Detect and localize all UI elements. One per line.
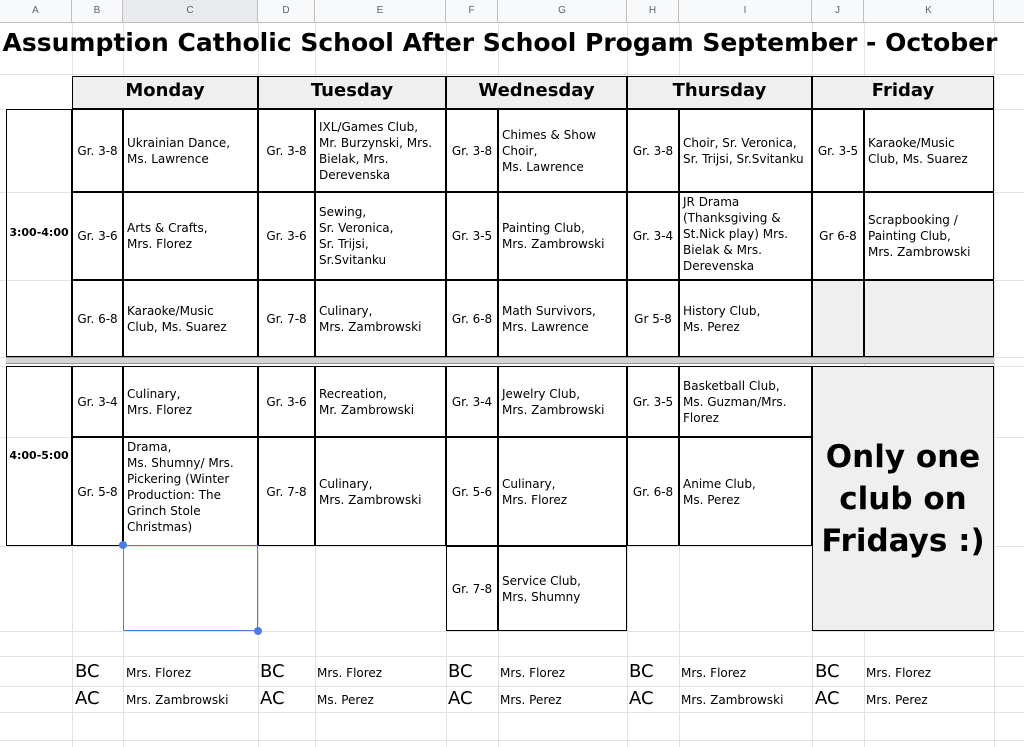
grade-cell[interactable]: Gr. 6-8 — [446, 280, 498, 357]
column-header-G[interactable]: G — [498, 0, 627, 22]
selection-handle[interactable] — [119, 541, 127, 549]
grade-cell[interactable] — [627, 546, 679, 631]
grade-cell[interactable]: Gr. 3-8 — [627, 109, 679, 192]
grade-cell[interactable]: Gr. 7-8 — [446, 546, 498, 631]
column-header-B[interactable]: B — [72, 0, 123, 22]
club-cell[interactable]: Culinary, Mrs. Zambrowski — [315, 437, 446, 546]
page-title: Assumption Catholic School After School Progam September - October — [2, 28, 998, 57]
duty-code: BC — [260, 661, 285, 682]
grade-cell[interactable]: Gr. 3-8 — [258, 109, 315, 192]
club-cell[interactable]: Jewelry Club, Mrs. Zambrowski — [498, 366, 627, 437]
session-separator — [6, 357, 994, 364]
grade-cell[interactable]: Gr. 3-4 — [627, 192, 679, 280]
grade-cell[interactable]: Gr. 7-8 — [258, 280, 315, 357]
grade-cell[interactable] — [812, 280, 864, 357]
gridline — [0, 74, 1024, 75]
duty-code: BC — [75, 661, 100, 682]
club-cell[interactable]: Karaoke/Music Club, Ms. Suarez — [123, 280, 258, 357]
gridline — [0, 631, 1024, 632]
grade-cell[interactable]: Gr. 3-4 — [72, 366, 123, 437]
grade-cell[interactable]: Gr. 6-8 — [72, 280, 123, 357]
grade-cell[interactable]: Gr. 3-5 — [812, 109, 864, 192]
time-slot-cell: 4:00-5:00 — [6, 366, 72, 546]
duty-name: Mrs. Florez — [681, 666, 747, 680]
day-header-wednesday: Wednesday — [446, 76, 627, 109]
club-cell[interactable] — [315, 546, 446, 631]
grade-cell[interactable]: Gr. 7-8 — [258, 437, 315, 546]
duty-name: Mrs. Florez — [317, 666, 383, 680]
grade-cell[interactable]: Gr. 3-6 — [258, 192, 315, 280]
club-cell[interactable]: Choir, Sr. Veronica, Sr. Trijsi, Sr.Svitanku — [679, 109, 812, 192]
day-header-thursday: Thursday — [627, 76, 812, 109]
duty-name: Mrs. Zambrowski — [126, 693, 229, 707]
club-cell[interactable] — [679, 546, 812, 631]
club-cell[interactable]: Culinary, Mrs. Florez — [123, 366, 258, 437]
time-slot-cell: 3:00-4:00 — [6, 109, 72, 357]
duty-code: BC — [629, 661, 654, 682]
club-cell[interactable]: Culinary, Mrs. Zambrowski — [315, 280, 446, 357]
column-header-D[interactable]: D — [258, 0, 315, 22]
grade-cell[interactable] — [72, 546, 123, 631]
club-cell[interactable]: Karaoke/Music Club, Ms. Suarez — [864, 109, 994, 192]
club-cell[interactable]: IXL/Games Club, Mr. Burzynski, Mrs. Bielak, Mrs. Derevenska — [315, 109, 446, 192]
duty-name: Mrs. Perez — [500, 693, 562, 707]
grade-cell[interactable]: Gr 5-8 — [627, 280, 679, 357]
duty-name: Ms. Perez — [317, 693, 374, 707]
club-cell[interactable]: Recreation, Mr. Zambrowski — [315, 366, 446, 437]
grade-cell[interactable] — [258, 546, 315, 631]
duty-code: AC — [629, 688, 654, 709]
gridline — [0, 712, 1024, 713]
club-cell[interactable]: Sewing, Sr. Veronica, Sr. Trijsi, Sr.Svitanku — [315, 192, 446, 280]
duty-name: Mrs. Florez — [866, 666, 932, 680]
column-header-F[interactable]: F — [446, 0, 498, 22]
selection-handle[interactable] — [254, 627, 262, 635]
column-header-H[interactable]: H — [627, 0, 679, 22]
grade-cell[interactable]: Gr. 3-8 — [72, 109, 123, 192]
duty-name: Mrs. Florez — [126, 666, 192, 680]
club-cell[interactable] — [864, 280, 994, 357]
club-cell[interactable]: Painting Club, Mrs. Zambrowski — [498, 192, 627, 280]
grade-cell[interactable]: Gr. 5-8 — [72, 437, 123, 546]
column-header-A[interactable]: A — [0, 0, 72, 22]
grade-cell[interactable]: Gr. 3-8 — [446, 109, 498, 192]
duty-code: BC — [815, 661, 840, 682]
duty-code: AC — [815, 688, 840, 709]
grade-cell[interactable]: Gr. 3-6 — [258, 366, 315, 437]
grade-cell[interactable]: Gr 6-8 — [812, 192, 864, 280]
duty-code: AC — [260, 688, 285, 709]
column-header-C[interactable]: C — [123, 0, 258, 22]
club-cell[interactable]: JR Drama (Thanksgiving & St.Nick play) Mrs. Bielak & Mrs. Derevenska — [679, 192, 812, 280]
duty-code: BC — [448, 661, 473, 682]
club-cell[interactable]: Arts & Crafts, Mrs. Florez — [123, 192, 258, 280]
club-cell[interactable]: Service Club, Mrs. Shumny — [498, 546, 627, 631]
gridline — [994, 22, 995, 747]
club-cell[interactable]: Anime Club, Ms. Perez — [679, 437, 812, 546]
cell-selection[interactable] — [123, 545, 258, 631]
grade-cell[interactable]: Gr. 3-4 — [446, 366, 498, 437]
gridline — [0, 686, 1024, 687]
duty-name: Mrs. Florez — [500, 666, 566, 680]
gridline — [0, 656, 1024, 657]
club-cell[interactable]: History Club, Ms. Perez — [679, 280, 812, 357]
club-cell[interactable]: Culinary, Mrs. Florez — [498, 437, 627, 546]
duty-name: Mrs. Zambrowski — [681, 693, 784, 707]
club-cell[interactable]: Basketball Club, Ms. Guzman/Mrs. Florez — [679, 366, 812, 437]
day-header-tuesday: Tuesday — [258, 76, 446, 109]
duty-code: AC — [75, 688, 100, 709]
grade-cell[interactable]: Gr. 3-6 — [72, 192, 123, 280]
column-header-J[interactable]: J — [812, 0, 864, 22]
duty-code: AC — [448, 688, 473, 709]
grade-cell[interactable]: Gr. 5-6 — [446, 437, 498, 546]
friday-note: Only one club on Fridays :) — [812, 366, 994, 631]
column-header-E[interactable]: E — [315, 0, 446, 22]
duty-name: Mrs. Perez — [866, 693, 928, 707]
club-cell[interactable]: Ukrainian Dance, Ms. Lawrence — [123, 109, 258, 192]
column-header-bar — [0, 0, 1024, 23]
grade-cell[interactable]: Gr. 3-5 — [446, 192, 498, 280]
gridline — [0, 740, 1024, 741]
grade-cell[interactable]: Gr. 6-8 — [627, 437, 679, 546]
column-header-I[interactable]: I — [679, 0, 812, 22]
column-header-K[interactable]: K — [864, 0, 994, 22]
club-cell[interactable]: Chimes & Show Choir, Ms. Lawrence — [498, 109, 627, 192]
day-header-monday: Monday — [72, 76, 258, 109]
day-header-friday: Friday — [812, 76, 994, 109]
club-cell[interactable]: Drama, Ms. Shumny/ Mrs. Pickering (Winter Production: The Grinch Stole Christmas) — [123, 437, 258, 546]
club-cell[interactable]: Scrapbooking / Painting Club, Mrs. Zambrowski — [864, 192, 994, 280]
grade-cell[interactable]: Gr. 3-5 — [627, 366, 679, 437]
club-cell[interactable]: Math Survivors, Mrs. Lawrence — [498, 280, 627, 357]
